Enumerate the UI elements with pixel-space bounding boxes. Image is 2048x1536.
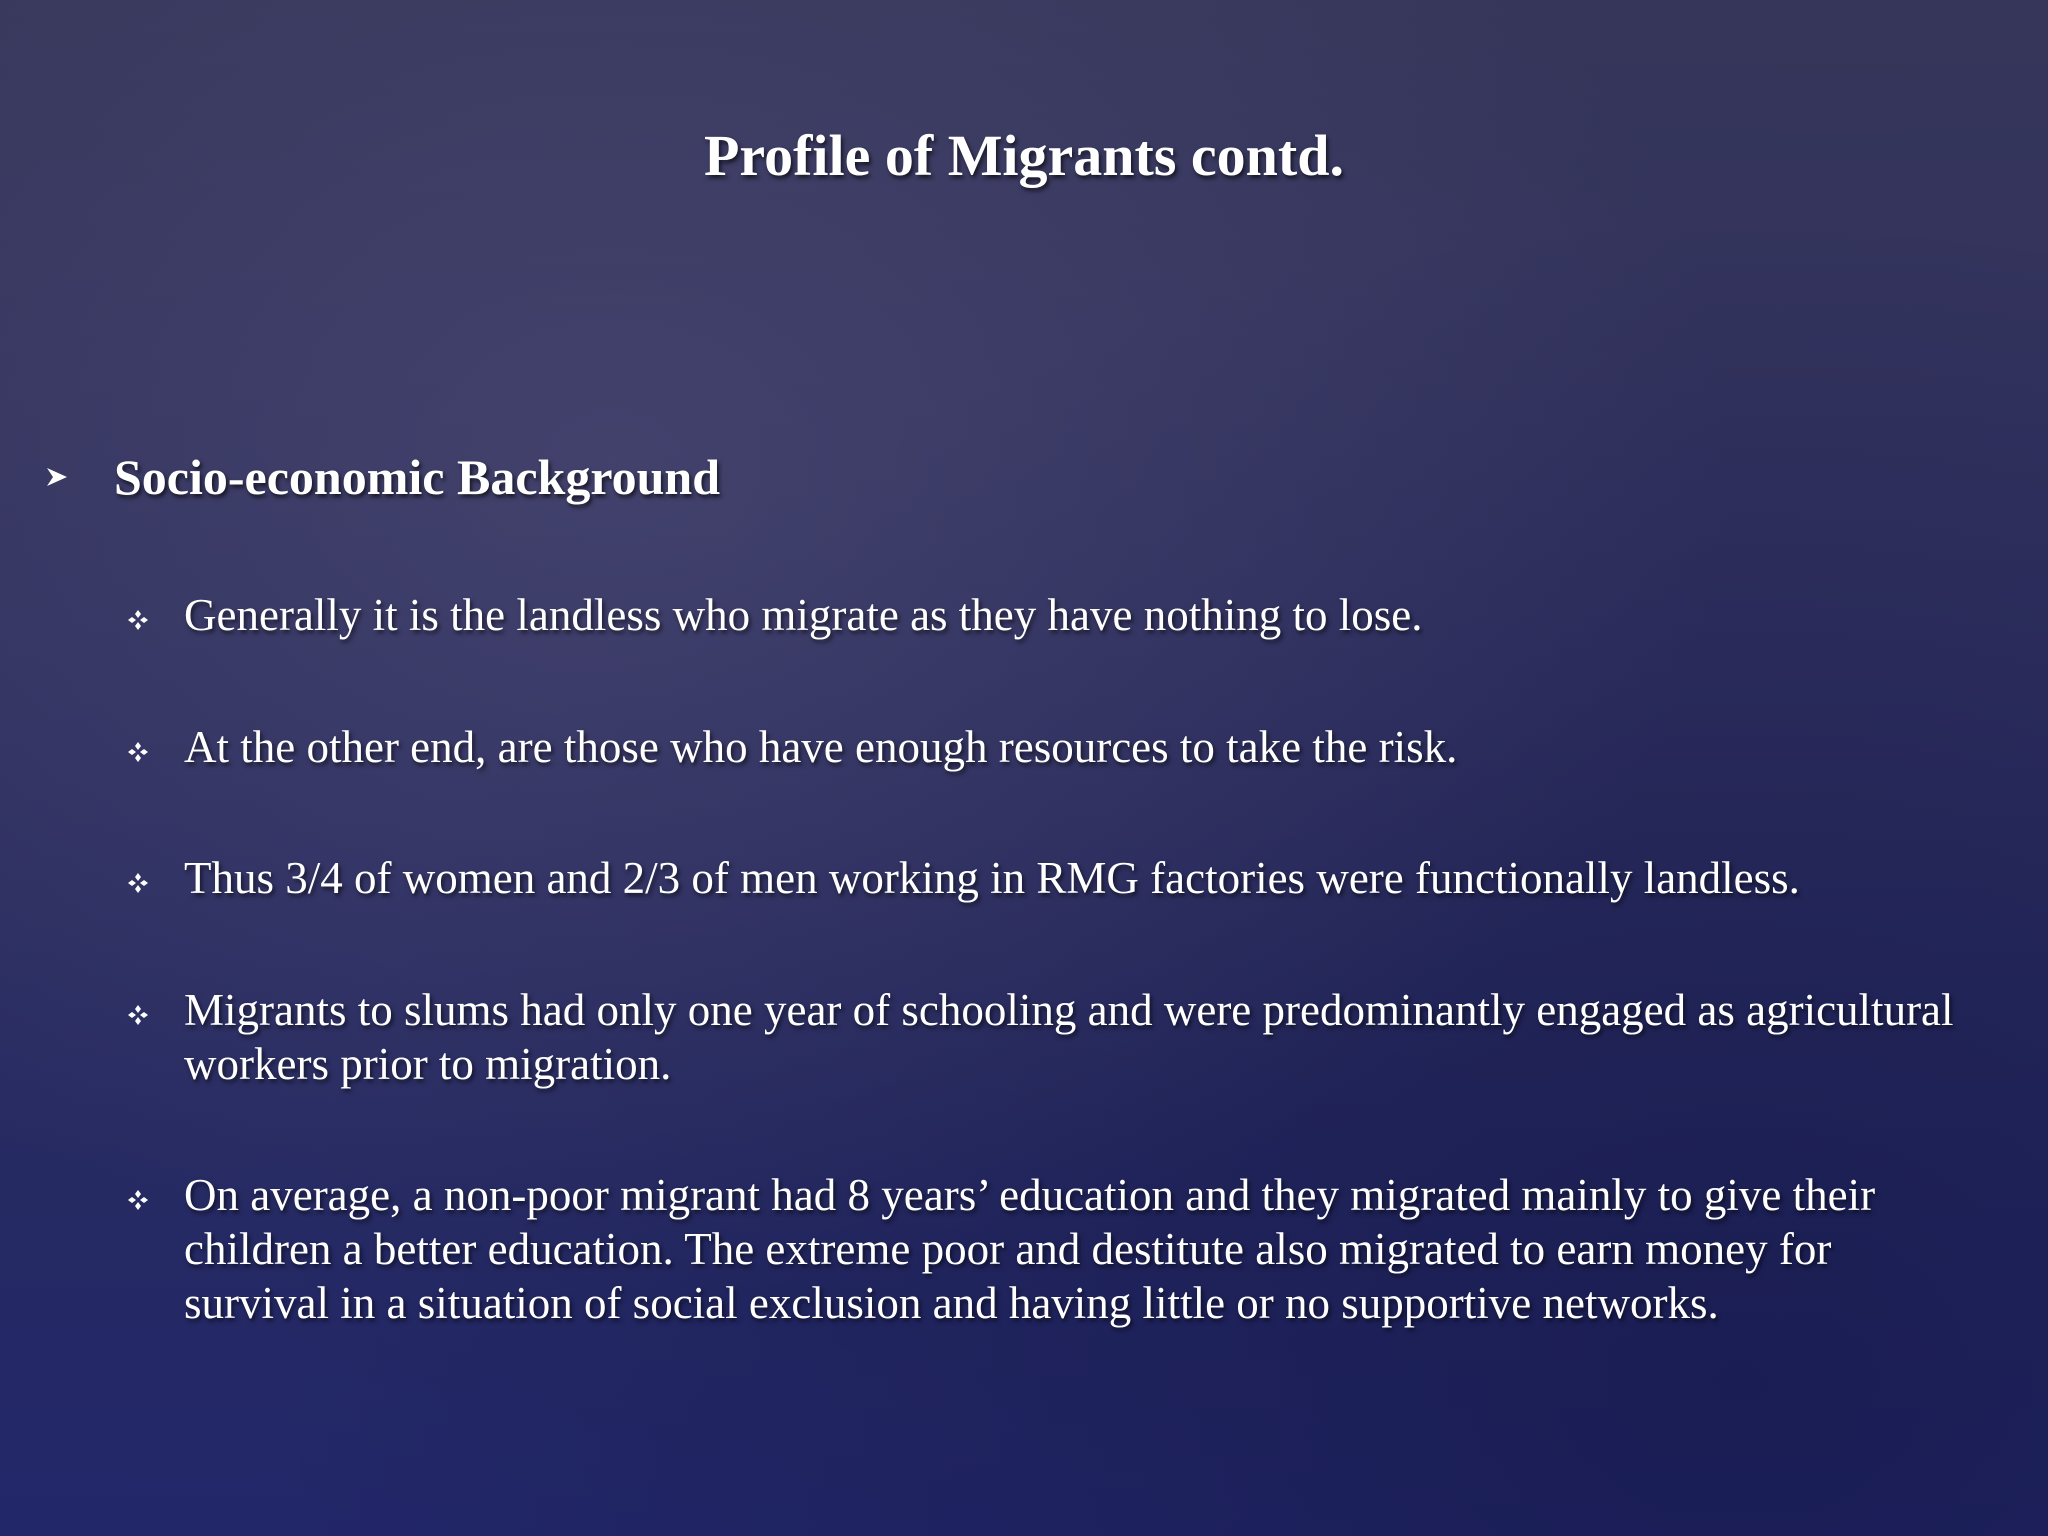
bullet-text: Migrants to slums had only one year of schooling and were predominantly engaged as agricultural workers prior to migration. (184, 985, 1954, 1089)
bullet-text: Thus 3/4 of women and 2/3 of men working in RMG factories were functionally landless. (184, 853, 1800, 903)
section-heading: Socio-economic Background (114, 449, 721, 505)
diamond-bullet-icon (126, 1188, 150, 1212)
bullet-text: At the other end, are those who have enough resources to take the risk. (184, 722, 1458, 772)
section-socio-economic (44, 446, 2004, 510)
bullet-text: On average, a non-poor migrant had 8 years’ education and they migrated mainly to give their children a better education. The extreme poor and destitute also migrated to earn money for survival in a situation of social exclusion and having little or no supportive networks. (184, 1170, 1876, 1328)
diamond-bullet-icon (126, 740, 150, 764)
diamond-bullet-icon (126, 871, 150, 895)
bullet-text: Generally it is the landless who migrate as they have nothing to lose. (184, 590, 1423, 640)
diamond-bullet-icon (126, 1003, 150, 1027)
slide-title: Profile of Migrants contd. (703, 123, 1345, 188)
arrow-bullet-icon (44, 464, 70, 490)
diamond-bullet-icon (126, 608, 150, 632)
